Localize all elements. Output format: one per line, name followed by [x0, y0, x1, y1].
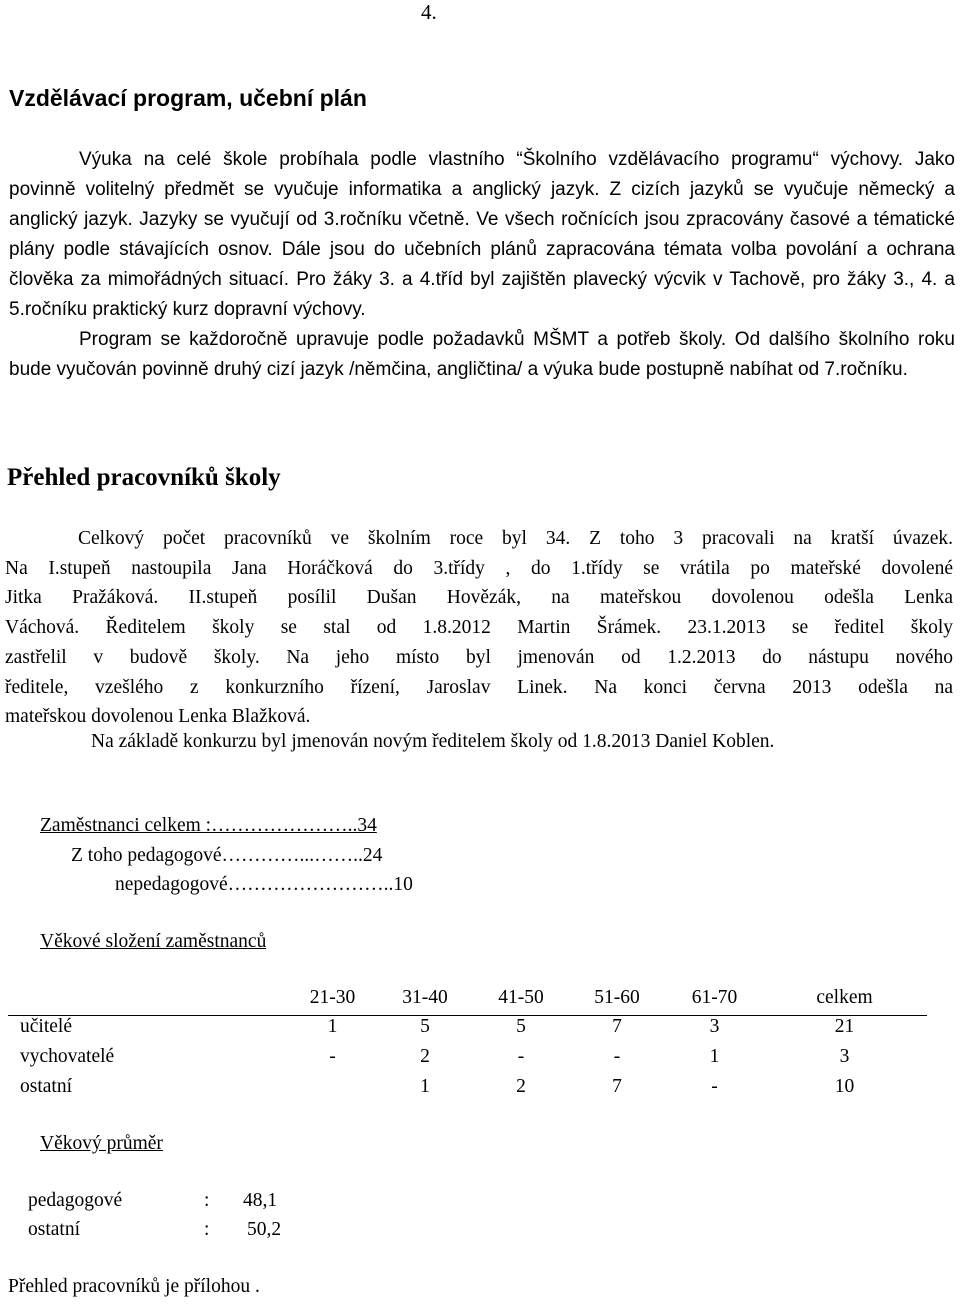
table-cell: 1	[327, 1016, 338, 1037]
table-cell: 2	[420, 1046, 430, 1067]
employees-non-pedagogical: nepedagogové……………………..10	[115, 874, 413, 895]
table-cell: -	[711, 1076, 718, 1097]
age-composition-table	[8, 987, 927, 1106]
table-row	[8, 1046, 927, 1076]
staff-line-1: Celkový počet pracovníků ve školním roce byl 34. Z toho 3 pracovali na kratší úvazek.	[78, 528, 953, 549]
avg-separator: :	[204, 1219, 210, 1240]
table-cell	[290, 1076, 375, 1106]
table-cell: 7	[612, 1076, 622, 1097]
staff-line-7: mateřskou dovolenou Lenka Blažková.	[5, 706, 311, 728]
table-header-cell: 21-30	[290, 987, 375, 1016]
row-label: ostatní	[20, 1076, 72, 1097]
employees-pedagogical: Z toho pedagogové…………...……..24	[71, 845, 383, 866]
row-label: vychovatelé	[20, 1046, 115, 1067]
table-cell: 1	[420, 1076, 430, 1097]
table-cell: 1	[709, 1046, 720, 1067]
table-cell: -	[329, 1046, 336, 1067]
table-row	[8, 1016, 927, 1047]
education-paragraph-2: Program se každoročně upravuje podle požadavků MŠMT a potřeb školy. Od dalšího školního roku bude vyučován povinně druhý cizí jazyk /němčina, angličtina/ a výuka bude postupně nabíhat od 7.ročníku.	[9, 329, 955, 380]
table-header-cell: 31-40	[375, 987, 475, 1016]
table-header-cell: 61-70	[667, 987, 762, 1016]
table-header-row	[8, 987, 927, 1016]
section-title-education-program: Vzdělávací program, učební plán	[9, 85, 367, 111]
table-header-cell: 51-60	[567, 987, 667, 1016]
avg-separator: :	[204, 1190, 210, 1211]
staff-line-2: Na I.stupeň nastoupila Jana Horáčková do 3.třídy , do 1.třídy se vrátila po mateřské dovolené	[5, 557, 953, 579]
staff-line-4: Váchová. Ředitelem školy se stal od 1.8.2012 Martin Šrámek. 23.1.2013 se ředitel školy	[5, 617, 953, 639]
age-average-title: Věkový průměr	[40, 1133, 163, 1154]
avg-label-other: ostatní	[28, 1219, 80, 1240]
table-cell: 5	[420, 1016, 430, 1037]
avg-label-pedagogical: pedagogové	[28, 1190, 123, 1211]
table-cell: 2	[516, 1076, 526, 1097]
education-program-text	[9, 145, 955, 385]
table-cell: 3	[709, 1016, 720, 1037]
staff-line-3: Jitka Pražáková. II.stupeň posílil Dušan Hovězák, na mateřskou dovolenou odešla Lenka	[5, 587, 953, 609]
table-cell: 3	[839, 1046, 850, 1067]
table-cell: 21	[834, 1016, 855, 1037]
table-cell: -	[613, 1046, 621, 1067]
table-row	[8, 1076, 927, 1106]
table-header-empty	[8, 987, 290, 1016]
avg-value-other: 50,2	[247, 1219, 282, 1240]
row-label: učitelé	[20, 1016, 72, 1037]
avg-value-pedagogical: 48,1	[243, 1190, 278, 1211]
table-cell: -	[517, 1046, 525, 1067]
page-number: 4.	[421, 0, 437, 24]
staff-line-5: zastřelil v budově školy. Na jeho místo byl jmenován od 1.2.2013 do nástupu nového	[5, 646, 953, 668]
age-composition-title: Věkové složení zaměstnanců	[40, 931, 267, 952]
table-cell: 10	[834, 1076, 855, 1097]
new-director-paragraph: Na základě konkurzu byl jmenován novým ředitelem školy od 1.8.2013 Daniel Koblen.	[91, 731, 775, 752]
new-director-text	[9, 727, 953, 757]
table-header-cell: 41-50	[475, 987, 567, 1016]
staff-line-6: ředitele, vzešlého z konkurzního řízení, Jaroslav Linek. Na konci června 2013 odešla na	[5, 676, 953, 698]
education-paragraph-1: Výuka na celé škole probíhala podle vlastního “Školního vzdělávacího programu“ výchovy. Jako povinně volitelný předmět se vyučuje informatika a anglický jazyk. Z cizích jazyků se vyučuje německý a anglický jazyk. Jazyky se vyučují od 3.ročníku včetně. Ve všech ročnících jsou zpracovány časové a tématické plány podle stávajících osnov. Dále jsou do učebních plánů zapracována témata volba povolání a ochrana člověka za mimořádných situací. Pro žáky 3. a 4.tříd byl zajištěn plavecký výcvik v Tachově, pro žáky 3., 4. a 5.ročníku praktický kurz dopravní výchovy.	[9, 149, 955, 320]
employees-total: Zaměstnanci celkem :…………………..34	[40, 815, 377, 836]
table-cell: 7	[612, 1016, 622, 1037]
table-cell: 5	[516, 1016, 526, 1037]
staff-overview-text	[5, 524, 953, 732]
section-title-staff-overview: Přehled pracovníků školy	[7, 464, 281, 491]
footer-note: Přehled pracovníků je přílohou .	[8, 1276, 260, 1297]
table-header-cell: celkem	[762, 987, 927, 1016]
